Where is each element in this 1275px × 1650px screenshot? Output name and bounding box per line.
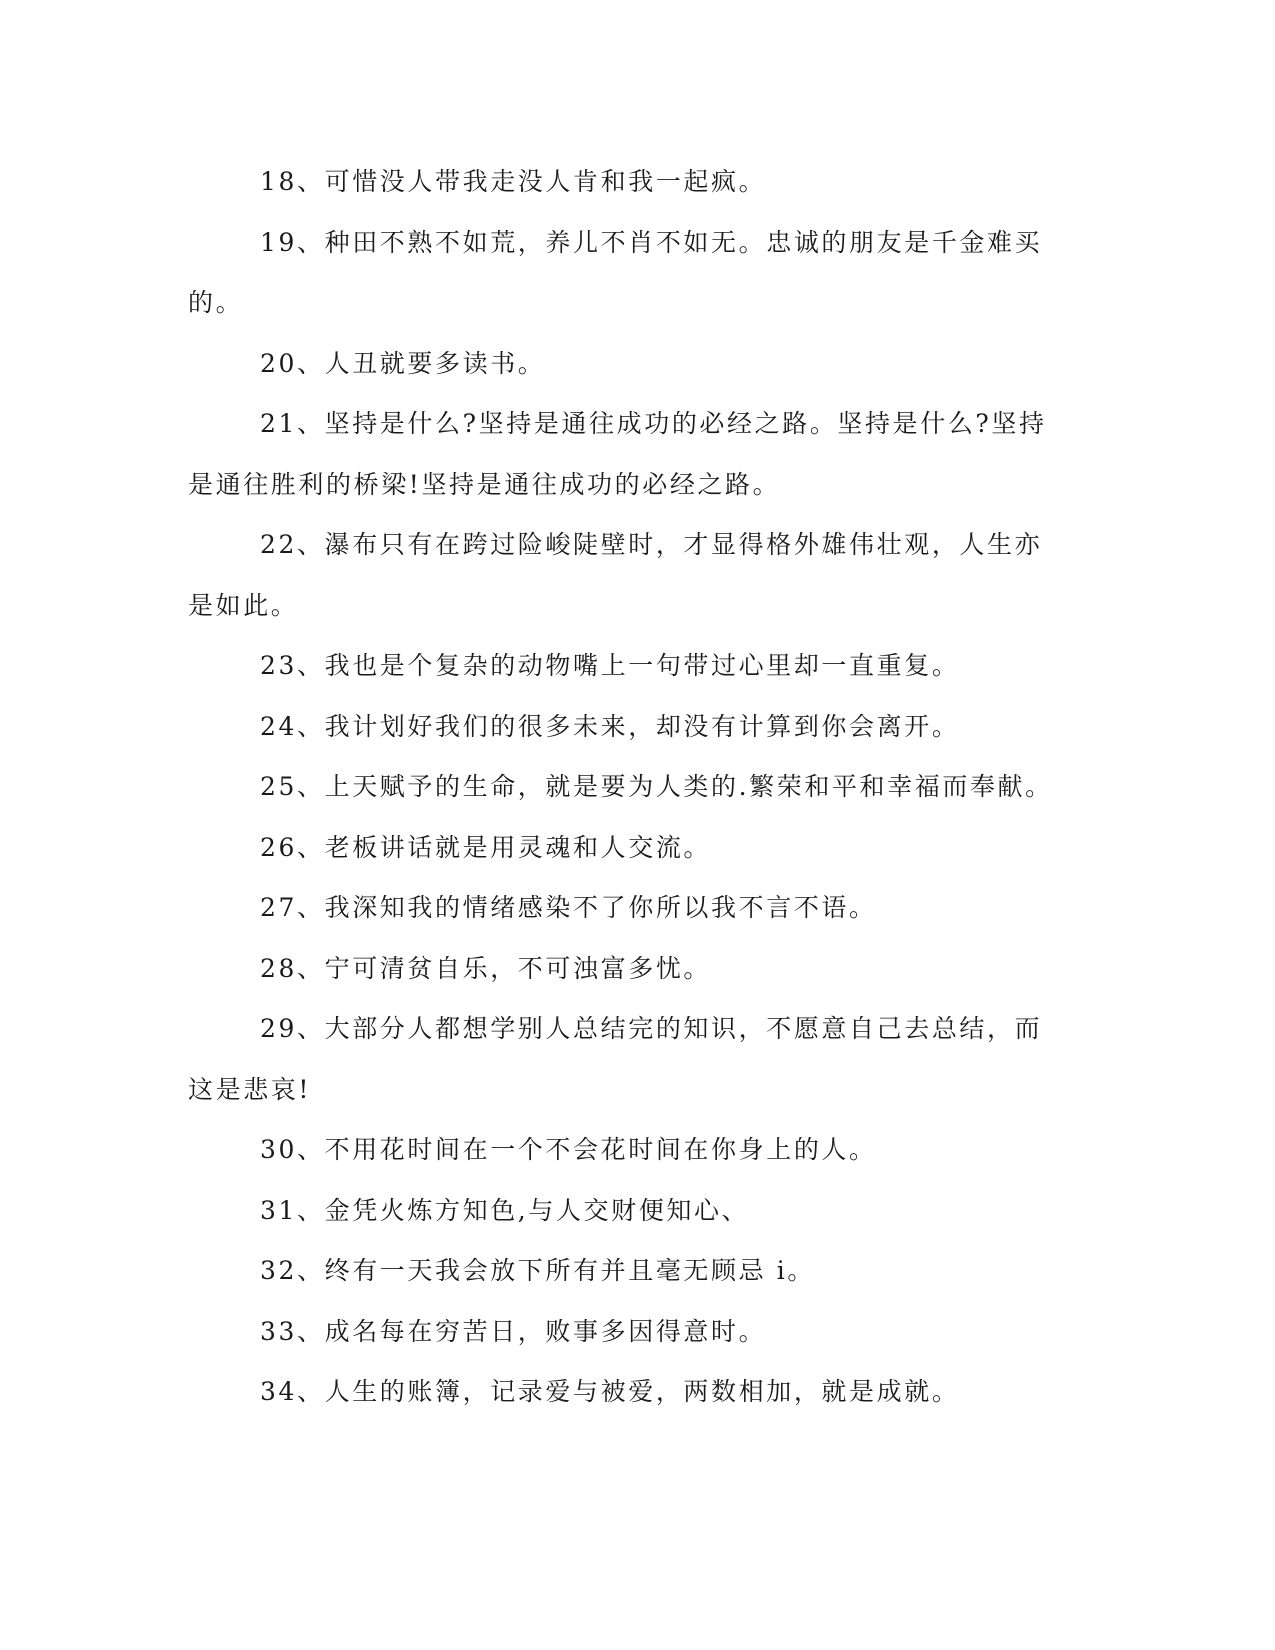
quote-line: 26、老板讲话就是用灵魂和人交流。 (260, 832, 712, 862)
quote-line: 29、大部分人都想学别人总结完的知识，不愿意自己去总结，而 (260, 1014, 1043, 1043)
quote-line: 25、上天赋予的生命，就是要为人类的.繁荣和平和幸福而奉献。 (260, 772, 1053, 801)
quote-continuation-line: 的。 (188, 288, 244, 317)
quote-line: 22、瀑布只有在跨过险峻陡壁时，才显得格外雄伟壮观，人生亦 (260, 530, 1043, 559)
quote-line: 33、成名每在穷苦日，败事多因得意时。 (260, 1316, 767, 1346)
quote-continuation-line: 是如此。 (188, 590, 299, 620)
quote-line: 21、坚持是什么?坚持是通往成功的必经之路。坚持是什么?坚持 (260, 409, 1047, 438)
quote-line: 34、人生的账簿，记录爱与被爱，两数相加，就是成就。 (260, 1377, 960, 1406)
quote-line: 23、我也是个复杂的动物嘴上一句带过心里却一直重复。 (260, 651, 960, 680)
quote-line: 20、人丑就要多读书。 (260, 348, 546, 378)
quote-continuation-line: 是通往胜利的桥梁!坚持是通往成功的必经之路。 (188, 469, 781, 499)
quote-line: 18、可惜没人带我走没人肯和我一起疯。 (260, 167, 767, 196)
quote-line: 28、宁可清贫自乐，不可浊富多忧。 (260, 953, 712, 983)
quote-line: 32、终有一天我会放下所有并且毫无顾忌 i。 (260, 1256, 815, 1285)
quote-list (188, 162, 1068, 1433)
quote-line: 19、种田不熟不如荒，养儿不肖不如无。忠诚的朋友是千金难买 (260, 227, 1043, 257)
quote-line: 27、我深知我的情绪感染不了你所以我不言不语。 (260, 893, 877, 922)
quote-line: 31、金凭火炼方知色,与人交财便知心、 (260, 1195, 750, 1225)
quote-line: 30、不用花时间在一个不会花时间在你身上的人。 (260, 1135, 877, 1164)
quote-line: 24、我计划好我们的很多未来，却没有计算到你会离开。 (260, 711, 960, 741)
quote-continuation-line: 这是悲哀! (188, 1074, 312, 1104)
